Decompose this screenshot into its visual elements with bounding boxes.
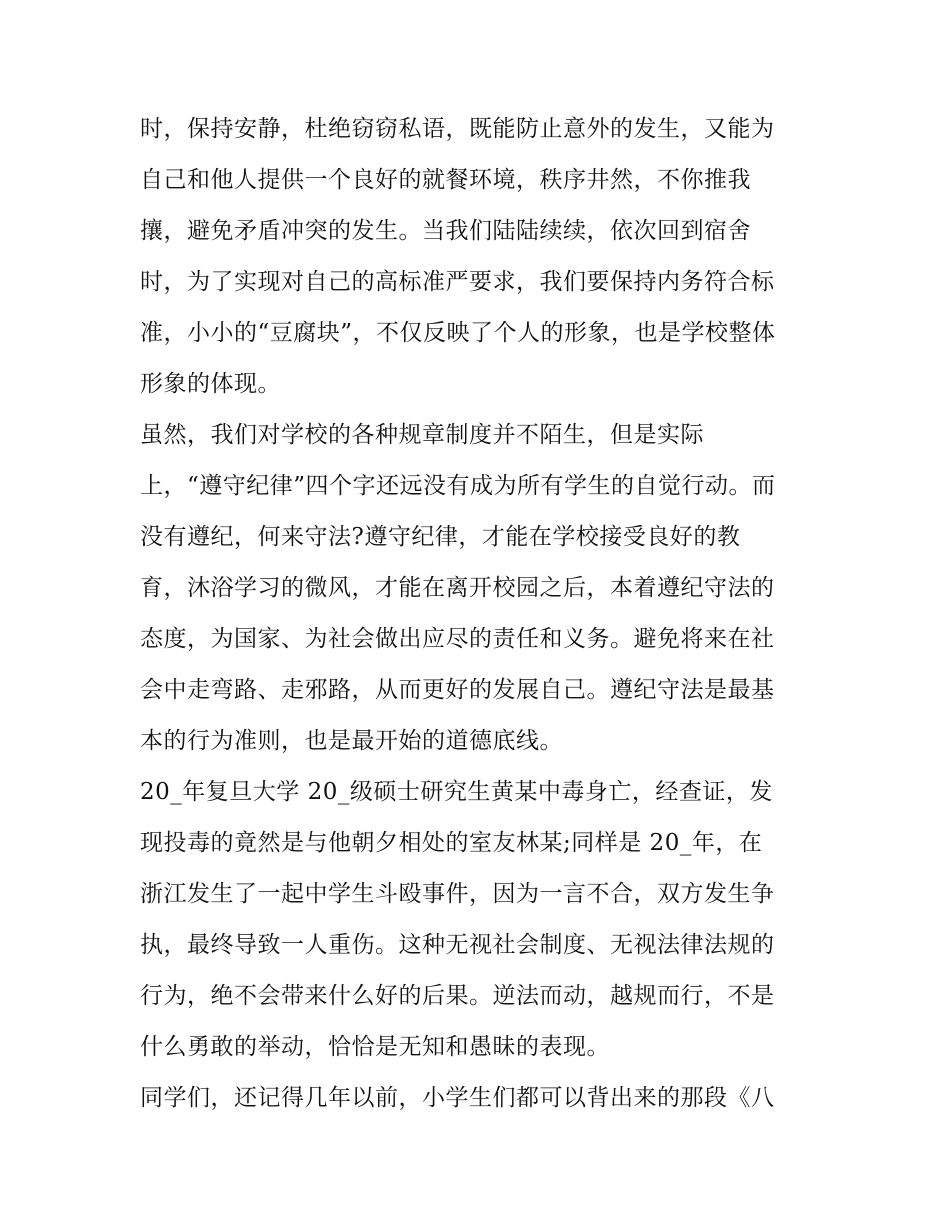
text-line: 没有遵纪，何来守法?遵守纪律，才能在学校接受良好的教 xyxy=(140,524,741,550)
text-line: 本的行为准则，也是最开始的道德底线。 xyxy=(140,728,563,754)
text-line: 准，小小的“豆腐块”，不仅反映了个人的形象，也是学校整体 xyxy=(140,320,776,346)
text-line: 行为，绝不会带来什么好的后果。逆法而动，越规而行，不是 xyxy=(140,983,775,1009)
document-body xyxy=(140,104,820,1124)
text-line: 上，“遵守纪律”四个字还远没有成为所有学生的自觉行动。而 xyxy=(140,473,776,499)
text-line: 浙江发生了一起中学生斗殴事件，因为一言不合，双方发生争 xyxy=(140,881,775,907)
text-line: 态度，为国家、为社会做出应尽的责任和义务。避免将来在社 xyxy=(140,626,775,652)
text-line: 时，为了实现对自己的高标准严要求，我们要保持内务符合标 xyxy=(140,269,775,295)
text-line: 现投毒的竟然是与他朝夕相处的室友林某;同样是 20_年，在 xyxy=(140,830,763,856)
text-line: 20_年复旦大学 20_级硕士研究生黄某中毒身亡，经查证，发 xyxy=(140,779,773,805)
text-line: 会中走弯路、走邪路，从而更好的发展自己。遵纪守法是最基 xyxy=(140,677,775,703)
text-line: 执，最终导致一人重伤。这种无视社会制度、无视法律法规的 xyxy=(140,932,775,958)
text-line: 时，保持安静，杜绝窃窃私语，既能防止意外的发生，又能为 xyxy=(140,116,775,142)
text-line: 攘，避免矛盾冲突的发生。当我们陆陆续续，依次回到宿舍 xyxy=(140,218,751,244)
text-line: 虽然，我们对学校的各种规章制度并不陌生，但是实际 xyxy=(140,422,704,448)
text-line: 自己和他人提供一个良好的就餐环境，秩序井然，不你推我 xyxy=(140,167,751,193)
text-line: 什么勇敢的举动，恰恰是无知和愚昧的表现。 xyxy=(140,1034,610,1060)
text-line: 形象的体现。 xyxy=(140,371,281,397)
text-line: 同学们，还记得几年以前，小学生们都可以背出来的那段《八 xyxy=(140,1085,775,1111)
text-line: 育，沐浴学习的微风，才能在离开校园之后，本着遵纪守法的 xyxy=(140,575,775,601)
